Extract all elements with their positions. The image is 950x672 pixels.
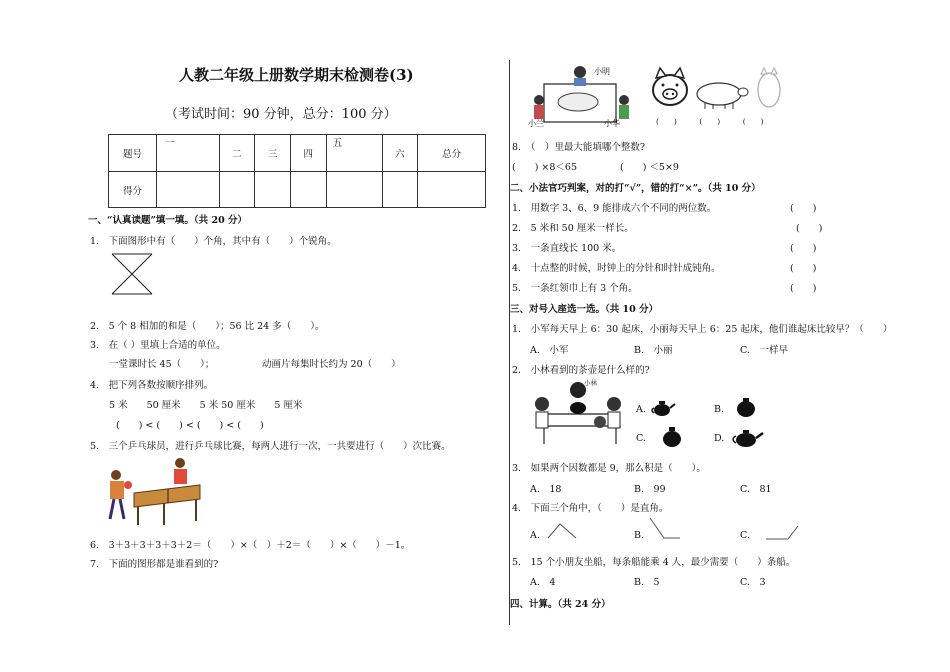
angle-c-figure bbox=[764, 522, 800, 542]
section-4-title: 四、计算。（共 24 分） bbox=[510, 599, 611, 610]
length-values: 5 米 50 厘米 5 米 50 厘米 5 厘米 bbox=[109, 400, 303, 411]
score-row-label: 得分 bbox=[109, 172, 157, 208]
choice-5-opt-b[interactable]: B. 5 bbox=[634, 577, 660, 588]
choice-3-opt-b[interactable]: B. 99 bbox=[634, 484, 666, 495]
score-cell[interactable] bbox=[418, 172, 486, 208]
teapot-a-icon bbox=[650, 396, 676, 418]
choice-1-opt-b[interactable]: B. 小丽 bbox=[634, 345, 673, 356]
question-1-7: 7. 下面的图形都是谁看到的? bbox=[90, 559, 219, 570]
choice-2: 2. 小林看到的茶壶是什么样的? bbox=[512, 365, 650, 376]
teapot-opt-a[interactable]: A. bbox=[636, 404, 646, 415]
judge-2: 2. 5 米和 50 厘米一样长。 bbox=[512, 223, 634, 234]
label-xiaohua: 小华 bbox=[604, 119, 620, 128]
question-1-5: 5. 三个乒乓球员，进行乒乓球比赛，每两人进行一次，一共要进行（ ）次比赛。 bbox=[90, 441, 451, 452]
pig-back-view bbox=[756, 66, 782, 110]
pig-side-view bbox=[693, 78, 749, 110]
question-1-3b: 动画片每集时长约为 20（ ） bbox=[262, 359, 401, 370]
hourglass-figure bbox=[110, 252, 154, 296]
choice-5: 5. 15 个小朋友坐船，每条船能乘 4 人，最少需要（ ）条船。 bbox=[512, 557, 796, 568]
judge-4-paren[interactable]: ( ) bbox=[790, 263, 817, 274]
question-8-a: ( ) ×8＜65 bbox=[512, 162, 578, 173]
teapot-opt-d[interactable]: D. bbox=[714, 433, 725, 444]
teapot-c-icon bbox=[660, 424, 684, 448]
question-1-4: 4. 把下列各数按顺序排列。 bbox=[90, 380, 214, 391]
angle-a-figure bbox=[546, 520, 578, 540]
score-cell[interactable] bbox=[382, 172, 418, 208]
choice-1: 1. 小军每天早上 6：30 起床，小丽每天早上 6：25 起床，他们谁起床比较早？（ ） bbox=[512, 324, 893, 335]
question-8-b: ( ) ＜5×9 bbox=[620, 162, 679, 173]
teapot-opt-b[interactable]: B. bbox=[714, 404, 725, 415]
label-xiaolin: 小林 bbox=[584, 379, 597, 387]
choice-4: 4. 下面三个角中，（ ）是直角。 bbox=[512, 503, 669, 514]
score-table bbox=[108, 134, 486, 208]
teapot-b-icon bbox=[734, 396, 758, 418]
judge-5-paren[interactable]: ( ) bbox=[790, 283, 817, 294]
question-1-3: 3. 在（ ）里填上合适的单位。 bbox=[90, 340, 226, 351]
choice-1-opt-a[interactable]: A. 小军 bbox=[530, 345, 569, 356]
page-subtitle: （考试时间：90 分钟，总分：100 分） bbox=[165, 107, 397, 122]
question-1-1: 1. 下面图形中有（ ）个角，其中有（ ）个锐角。 bbox=[90, 236, 337, 247]
score-header-4: 四 bbox=[290, 135, 326, 172]
score-header-total: 总分 bbox=[418, 135, 486, 172]
label-xiaoming: 小明 bbox=[594, 67, 610, 76]
page-title: 人教二年级上册数学期末检测卷(3) bbox=[179, 66, 414, 84]
answer-parens-row: ( ) ( ) ( ) bbox=[656, 117, 764, 126]
score-header-1: 一 bbox=[157, 135, 220, 172]
angle-opt-a[interactable]: A. bbox=[530, 530, 540, 541]
score-header-2: 二 bbox=[219, 135, 255, 172]
label-xiaolan: 小兰 bbox=[528, 119, 544, 128]
question-1-3a: 一堂课时长 45（ ）； bbox=[109, 359, 215, 370]
angle-opt-b[interactable]: B. bbox=[634, 530, 645, 541]
choice-5-opt-c[interactable]: C. 3 bbox=[740, 577, 766, 588]
judge-3-paren[interactable]: ( ) bbox=[790, 243, 817, 254]
judge-2-paren[interactable]: ( ) bbox=[796, 223, 823, 234]
choice-3-opt-c[interactable]: C. 81 bbox=[740, 484, 772, 495]
question-1-2: 2. 5 个 8 相加的和是（ ）；56 比 24 多（ ）。 bbox=[90, 321, 325, 332]
score-header-3: 三 bbox=[255, 135, 291, 172]
choice-1-opt-c[interactable]: C. 一样早 bbox=[740, 345, 788, 356]
teapot-opt-c[interactable]: C. bbox=[636, 433, 646, 444]
score-cell[interactable] bbox=[219, 172, 255, 208]
score-header-label: 题号 bbox=[109, 135, 157, 172]
judge-1: 1. 用数字 3、6、9 能排成六个不同的两位数。 bbox=[512, 203, 717, 214]
angle-b-figure bbox=[648, 516, 682, 540]
judge-1-paren[interactable]: ( ) bbox=[790, 203, 817, 214]
judge-5: 5. 一条红领巾上有 3 个角。 bbox=[512, 283, 638, 294]
score-cell[interactable] bbox=[290, 172, 326, 208]
judge-4: 4. 十点整的时候，时钟上的分针和时针成钝角。 bbox=[512, 263, 721, 274]
score-header-6: 六 bbox=[382, 135, 418, 172]
choice-3-opt-a[interactable]: A. 18 bbox=[530, 484, 562, 495]
section-2-title: 二、小法官巧判案，对的打“√”，错的打“×”。（共 10 分） bbox=[510, 183, 761, 194]
teapot-d-icon bbox=[730, 424, 764, 448]
choice-3: 3. 如果两个因数都是 9，那么积是（ ）。 bbox=[512, 463, 706, 474]
choice-5-opt-a[interactable]: A. 4 bbox=[530, 577, 556, 588]
score-cell[interactable] bbox=[326, 172, 382, 208]
score-cell[interactable] bbox=[157, 172, 220, 208]
section-3-title: 三、对号入座选一选。（共 10 分） bbox=[510, 304, 659, 315]
score-cell[interactable] bbox=[255, 172, 291, 208]
angle-opt-c[interactable]: C. bbox=[740, 530, 750, 541]
question-1-6: 6. 3＋3＋3＋3＋3＋2＝（ ）×（ ）＋2＝（ ）×（ ）－1。 bbox=[90, 540, 411, 551]
pig-front-view bbox=[650, 66, 690, 108]
column-divider bbox=[509, 60, 510, 625]
kids-teapot-illustration bbox=[528, 378, 628, 446]
judge-3: 3. 一条直线长 100 米。 bbox=[512, 243, 622, 254]
order-blanks: ( ) < ( ) < ( ) < ( ) bbox=[116, 420, 264, 431]
question-8: 8. （ ）里最大能填哪个整数? bbox=[512, 142, 645, 153]
ping-pong-illustration bbox=[104, 455, 204, 527]
score-header-5: 五 bbox=[326, 135, 382, 172]
section-1-title: 一、“认真读题”填一填。（共 20 分） bbox=[88, 215, 248, 226]
